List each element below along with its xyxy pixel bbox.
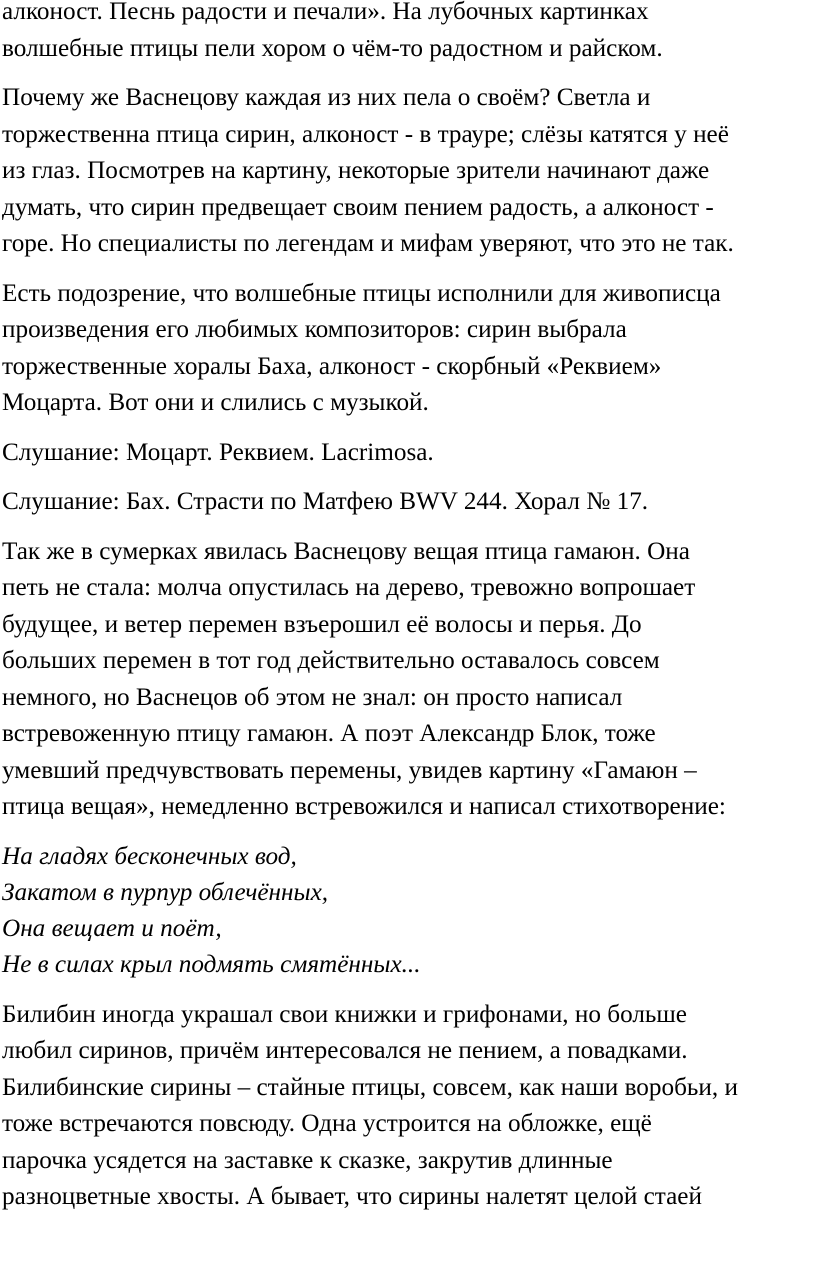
text-line: парочка усядется на заставке к сказке, закрутив длинные [2,1146,613,1174]
text-line: птица вещая», немедленно встревожился и написал стихотворение: [2,793,726,820]
text-line: горе. Но специалисты по легендам и мифам уверяют, что это не так. [2,230,734,257]
text-line: торжественные хоралы Баха, алконост - скорбный «Реквием» [2,352,662,380]
text-line: тоже встречаются повсюду. Одна устроится на обложке, ещё [2,1110,652,1137]
text-line: Есть подозрение, что волшебные птицы исполнили для живописца [2,279,721,307]
text-line: любил сиринов, причём интересовался не пением, а повадками. [2,1037,688,1064]
poem-line: Она вещает и поёт, [2,914,222,942]
text-line: больших перемен в тот год действительно оставалось совсем [2,647,660,674]
poem-line: На гладях бесконечных вод, [2,842,297,870]
poem-line: Закатом в пурпур облечённых, [2,878,329,906]
text-line: Так же в сумерках явилась Васнецову вещая птица гамаюн. Она [2,537,690,565]
paragraph-listening-mozart [2,435,814,472]
text-line: алконост. Песнь радости и печали». На лубочных картинках [2,0,649,25]
paragraph-why-vasnetsov [2,80,814,263]
document-page [2,0,814,1229]
text-line: Слушание: Бах. Страсти по Матфею BWV 244. Хорал № 17. [2,488,649,515]
paragraph-gamayun [2,534,814,826]
text-line: Билибин иногда украшал свои книжки и грифонами, но больше [2,1000,687,1028]
text-line: умевший предчувствовать перемены, увидев картину «Гамаюн – [2,756,697,784]
paragraph-listening-bach [2,484,814,521]
text-line: петь не стала: молча опустилась на дерево, тревожно вопрошает [2,574,696,601]
text-line: торжественна птица сирин, алконост - в трауре; слёзы катятся у неё [2,120,729,148]
text-line: думать, что сирин предвещает своим пением радость, а алконост - [2,193,714,221]
paragraph-composers [2,276,814,422]
paragraph-alkonost-intro [2,0,814,67]
text-line: Билибинские сирины – стайные птицы, совсем, как наши воробьи, и [2,1073,738,1101]
poem-blok [2,839,814,983]
poem-line: Не в силах крыл подмять смятённых... [2,950,421,978]
text-line: произведения его любимых композиторов: сирин выбрала [2,316,627,343]
text-line: немного, но Васнецов об этом не знал: он просто написал [2,683,623,711]
text-line: волшебные птицы пели хором о чём-то радостном и райском. [2,34,663,62]
text-line: встревоженную птицу гамаюн. А поэт Александр Блок, тоже [2,720,656,747]
paragraph-bilibin [2,997,814,1216]
text-line: из глаз. Посмотрев на картину, некоторые зрители начинают даже [2,157,710,184]
text-line: Моцарта. Вот они и слились с музыкой. [2,389,429,416]
text-line: Почему же Васнецову каждая из них пела о своём? Светла и [2,84,651,111]
text-line: разноцветные хвосты. А бывает, что сирины налетят целой стаей [2,1183,702,1210]
text-line: Слушание: Моцарт. Реквием. Lacrimosa. [2,438,434,466]
text-line: будущее, и ветер перемен взъерошил её волосы и перья. До [2,610,642,638]
